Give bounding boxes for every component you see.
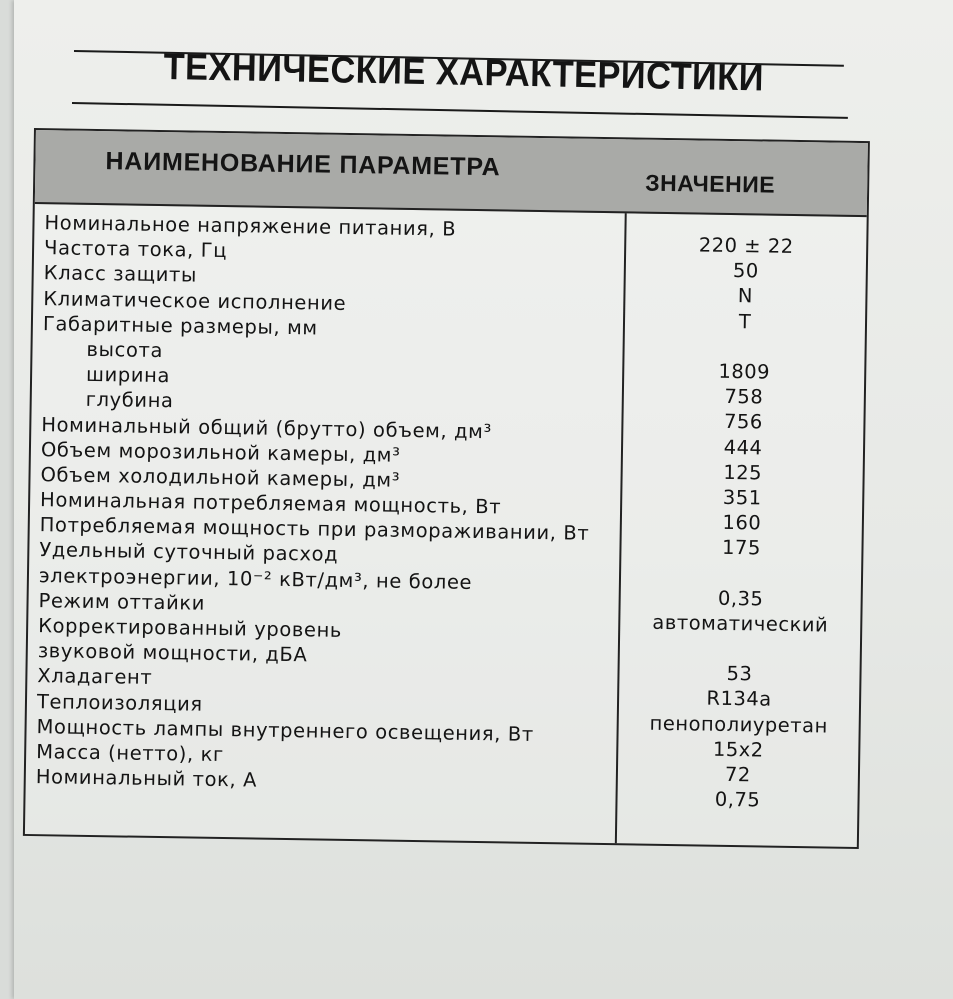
value-noise-line1: [620, 634, 860, 663]
parameter-gross-volume: Номинальный общий (брутто) объем, дм³: [41, 412, 493, 443]
parameter-column: [36, 210, 595, 798]
header-parameter: НАИМЕНОВАНИЕ ПАРАМЕТРА: [105, 147, 501, 182]
parameter-energy-line2: электроэнергии, 10⁻² кВт/дм³, не более: [38, 563, 473, 594]
parameter-frequency: Частота тока, Гц: [43, 236, 228, 263]
header-value: ЗНАЧЕНИЕ: [645, 169, 776, 198]
parameter-defrost-power: Потребляемая мощность при размораживании, Вт: [39, 513, 590, 546]
value-depth: 756: [723, 410, 764, 434]
parameter-energy-line1: Удельный суточный расход: [39, 538, 339, 567]
parameter-refrigerant: Хладагент: [37, 664, 153, 690]
specifications-table: [23, 128, 870, 849]
value-insulation: пенополиуретан: [649, 711, 829, 738]
value-dimensions: [624, 332, 864, 361]
table-header: [35, 130, 868, 217]
parameter-climate-class: Климатическое исполнение: [43, 286, 347, 315]
parameter-depth: глубина: [85, 388, 174, 413]
value-lamp-power: 15х2: [712, 737, 764, 762]
parameter-defrost-mode: Режим оттайки: [38, 588, 206, 615]
value-defrost-mode: автоматический: [652, 610, 829, 637]
parameter-dimensions: Габаритные размеры, мм: [42, 311, 318, 340]
parameter-lamp-power: Мощность лампы внутреннего освещения, Вт: [36, 714, 534, 746]
value-frequency: 50: [732, 259, 759, 283]
value-energy-line1: [621, 559, 861, 588]
value-energy: 0,35: [717, 586, 764, 611]
parameter-protection-class: Класс защиты: [43, 261, 198, 287]
value-width: 758: [724, 385, 764, 409]
title-rule-bottom: [72, 102, 848, 119]
parameter-rated-power: Номинальная потребляемая мощность, Вт: [39, 488, 502, 519]
document-page: [14, 0, 953, 999]
value-gross-volume: 444: [723, 435, 763, 459]
value-climate-class: T: [738, 309, 752, 333]
parameter-voltage: Номинальное напряжение питания, В: [44, 211, 457, 241]
parameter-insulation: Теплоизоляция: [36, 689, 203, 716]
value-column: [617, 231, 866, 814]
value-refrigerant: R134a: [706, 687, 772, 712]
parameter-height: высота: [86, 337, 164, 362]
value-rated-power: 160: [722, 510, 762, 535]
parameter-current: Номинальный ток, А: [35, 765, 258, 792]
parameter-noise-line2: звуковой мощности, дБА: [37, 639, 308, 667]
value-voltage: 220 ± 22: [698, 233, 794, 258]
parameter-noise-line1: Корректированный уровень: [38, 614, 343, 642]
value-freezer-volume: 125: [723, 460, 763, 485]
parameter-freezer-volume: Объем морозильной камеры, дм³: [40, 437, 401, 467]
value-defrost-power: 175: [721, 536, 762, 560]
value-protection-class: N: [737, 284, 754, 308]
value-noise: 53: [726, 662, 753, 686]
value-current: 0,75: [714, 787, 761, 812]
value-fridge-volume: 351: [722, 485, 762, 510]
page-title: ТЕХНИЧЕСКИЕ ХАРАКТЕРИСТИКИ: [163, 46, 765, 99]
parameter-mass: Масса (нетто), кг: [36, 740, 224, 766]
parameter-width: ширина: [85, 362, 171, 388]
value-mass: 72: [724, 762, 752, 787]
parameter-fridge-volume: Объем холодильной камеры, дм³: [40, 463, 401, 492]
value-height: 1809: [718, 359, 771, 384]
